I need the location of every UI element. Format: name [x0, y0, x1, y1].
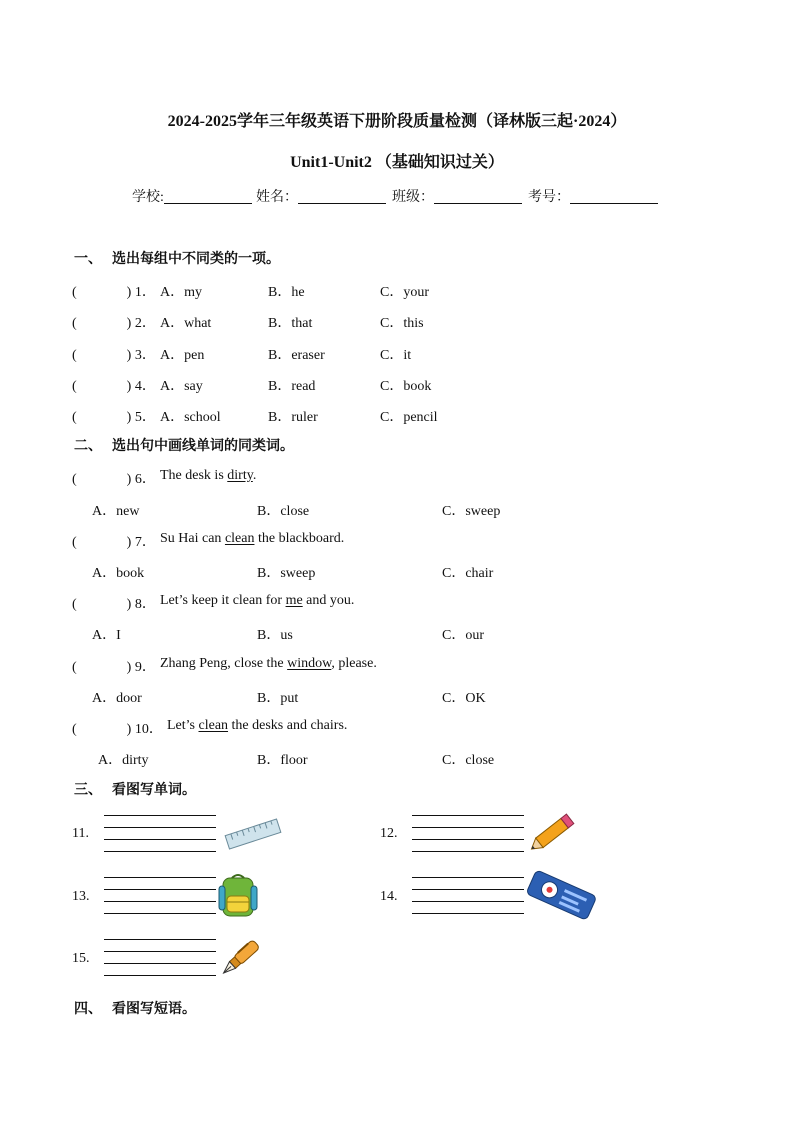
sentence-part: , please.	[331, 656, 377, 671]
option-c: C．sweep	[442, 504, 501, 519]
answer-paren[interactable]: (	[72, 660, 77, 675]
option-c: C．close	[442, 753, 495, 768]
sentence-part: the blackboard.	[254, 531, 345, 546]
answer-paren[interactable]: (	[72, 316, 77, 331]
option-a: A．what	[160, 316, 212, 331]
section-title: 看图写单词。	[112, 783, 196, 798]
option-a: A．dirty	[98, 753, 149, 768]
answer-paren[interactable]: (	[72, 535, 77, 550]
option-c: C．chair	[442, 566, 494, 581]
answer-paren[interactable]: (	[72, 285, 77, 300]
option-b: B．close	[257, 504, 310, 519]
option-b: B．put	[257, 691, 299, 706]
underlined-word: clean	[224, 531, 255, 546]
answer-lines[interactable]	[412, 804, 524, 852]
answer-lines[interactable]	[104, 866, 216, 914]
option-b: B．ruler	[268, 410, 318, 425]
question-sentence	[160, 468, 256, 484]
question-number: ( ) 10．	[72, 722, 163, 737]
schoolbag-icon	[217, 872, 259, 920]
ruler-icon	[224, 815, 282, 853]
exam-number-field	[528, 186, 658, 206]
answer-paren[interactable]: (	[72, 722, 77, 737]
option-c: C．book	[380, 379, 432, 394]
name-field	[256, 186, 386, 206]
option-a: A．door	[92, 691, 142, 706]
answer-lines[interactable]	[412, 866, 524, 914]
section-number: 二、	[74, 439, 102, 454]
option-a: A．I	[92, 628, 121, 643]
item-number: 14.	[380, 889, 398, 904]
answer-paren[interactable]: (	[72, 472, 77, 487]
option-b: B．floor	[257, 753, 308, 768]
question-number: ( ) 6．	[72, 472, 156, 487]
question-number: ( ) 2．	[72, 316, 156, 331]
option-b: B．eraser	[268, 348, 325, 363]
answer-paren[interactable]: (	[72, 348, 77, 363]
option-c: C．our	[442, 628, 484, 643]
section-title: 选出每组中不同类的一项。	[112, 252, 280, 267]
option-c: C．pencil	[380, 410, 438, 425]
question-number: ( ) 5．	[72, 410, 156, 425]
section-number: 三、	[74, 783, 102, 798]
sentence-part: and you.	[302, 593, 355, 608]
question-number: ( ) 1．	[72, 285, 156, 300]
page-title: 2024-2025学年三年级英语下册阶段质量检测（译林版三起·2024）	[167, 113, 627, 130]
question-number: ( ) 8．	[72, 597, 156, 612]
section-number: 四、	[74, 1002, 102, 1017]
sentence-part: the desks and chairs.	[228, 718, 348, 733]
question-sentence	[160, 531, 344, 547]
exam-number-blank[interactable]	[570, 189, 658, 204]
sentence-part: Let’s keep it clean for	[160, 593, 286, 608]
question-number: ( ) 7．	[72, 535, 156, 550]
name-blank[interactable]	[298, 189, 386, 204]
page-subtitle: Unit1-Unit2 （基础知识过关）	[290, 154, 504, 171]
item-number: 15.	[72, 951, 90, 966]
class-field	[392, 186, 522, 206]
school-label: 学校:	[132, 190, 164, 205]
question-sentence	[160, 593, 354, 609]
sentence-part: Zhang Peng, close the	[160, 656, 288, 671]
question-number: ( ) 4．	[72, 379, 156, 394]
option-a: A．new	[92, 504, 140, 519]
option-b: B．us	[257, 628, 293, 643]
answer-paren[interactable]: (	[72, 410, 77, 425]
section-2-heading	[74, 435, 294, 455]
underlined-word: dirty	[227, 468, 253, 483]
sentence-part: .	[252, 468, 257, 483]
section-number: 一、	[74, 252, 102, 267]
question-sentence	[160, 656, 377, 672]
answer-lines[interactable]	[104, 804, 216, 852]
option-c: C．OK	[442, 691, 486, 706]
answer-lines[interactable]	[104, 928, 216, 976]
underlined-word: me	[285, 593, 303, 608]
section-title: 选出句中画线单词的同类词。	[112, 439, 294, 454]
sentence-part: Let’s	[167, 718, 199, 733]
option-b: B．sweep	[257, 566, 316, 581]
option-a: A．school	[160, 410, 221, 425]
pencil-case-icon	[524, 868, 598, 924]
option-c: C．this	[380, 316, 424, 331]
option-c: C．it	[380, 348, 412, 363]
item-number: 11.	[72, 826, 89, 841]
section-title: 看图写短语。	[112, 1002, 196, 1017]
option-b: B．that	[268, 316, 313, 331]
question-number: ( ) 3．	[72, 348, 156, 363]
question-sentence	[167, 718, 347, 734]
item-number: 12.	[380, 826, 398, 841]
school-blank[interactable]	[164, 189, 252, 204]
section-4-heading	[74, 998, 196, 1018]
underlined-word: window	[287, 656, 332, 671]
school-field	[132, 186, 252, 206]
option-b: B．he	[268, 285, 305, 300]
pencil-icon	[526, 810, 578, 856]
option-a: A．pen	[160, 348, 205, 363]
class-blank[interactable]	[434, 189, 522, 204]
answer-paren[interactable]: (	[72, 597, 77, 612]
option-c: C．your	[380, 285, 429, 300]
section-1-heading	[74, 248, 280, 268]
item-number: 13.	[72, 889, 90, 904]
fountain-pen-icon	[216, 934, 266, 982]
underlined-word: clean	[198, 718, 229, 733]
class-label: 班级：	[392, 190, 434, 205]
option-a: A．book	[92, 566, 145, 581]
sentence-part: The desk is	[160, 468, 228, 483]
option-b: B．read	[268, 379, 316, 394]
sentence-part: Su Hai can	[160, 531, 225, 546]
option-a: A．say	[160, 379, 203, 394]
answer-paren[interactable]: (	[72, 379, 77, 394]
exam-number-label: 考号：	[528, 190, 570, 205]
name-label: 姓名：	[256, 190, 298, 205]
section-3-heading	[74, 779, 196, 799]
question-number: ( ) 9．	[72, 660, 156, 675]
option-a: A．my	[160, 285, 202, 300]
